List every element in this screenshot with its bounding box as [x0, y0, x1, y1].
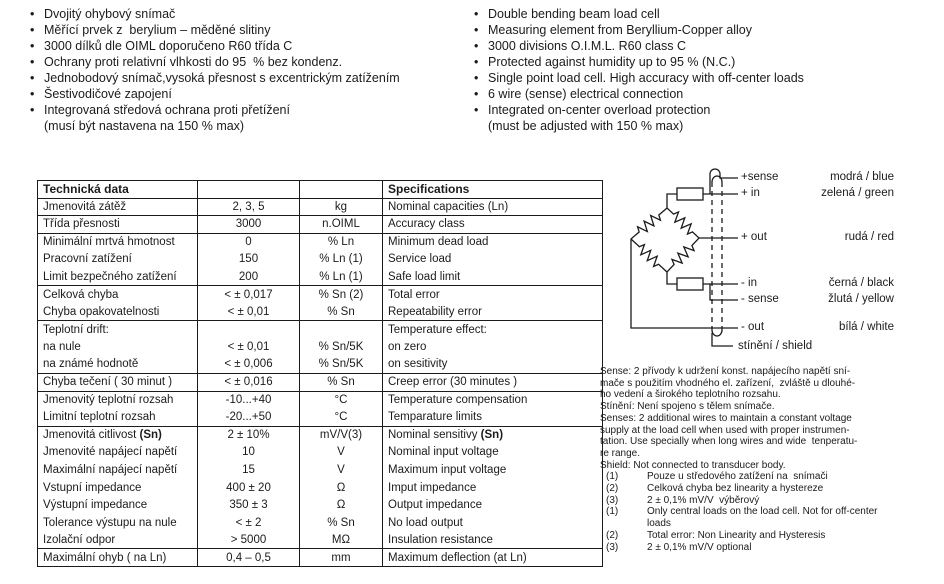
cell-value: < ± 0,01 [198, 303, 300, 321]
cable-sheath-bottom-arc [712, 330, 722, 336]
table-row [38, 251, 603, 269]
cell-unit: % Ln (1) [300, 251, 383, 269]
wire-color-label: zelená / green [821, 187, 894, 199]
cell-cz: Tolerance výstupu na nule [43, 516, 177, 529]
cell-unit: mm [300, 549, 383, 567]
table-row [38, 321, 603, 339]
cell-cz: Jmenovitý teplotní rozsah [43, 394, 174, 407]
strain-gauge-resistor [628, 204, 671, 243]
cell-unit: % Sn [300, 303, 383, 321]
list-item [474, 7, 804, 23]
cell-en: Insulation resistance [383, 531, 603, 549]
cell-value: -20...+50 [198, 409, 300, 427]
note-number: (2) [606, 483, 619, 495]
list-item [30, 55, 400, 71]
cell-en: Temparature limits [383, 409, 603, 427]
cell-cz: Maximální napájecí napětí [43, 464, 178, 477]
feature-continuation: (must be adjusted with 150 % max) [488, 119, 684, 133]
note-text: Celková chyba bez linearity a hystereze [647, 483, 824, 495]
cell-cz: Limit bezpečného zatížení [38, 268, 198, 286]
table-header-row [38, 181, 603, 199]
feature-text: Šestivodičové zapojení [44, 87, 172, 101]
numbered-note [600, 495, 900, 507]
cell-en: No load output [383, 514, 603, 532]
cell-unit: % Sn [300, 514, 383, 532]
wire-color-label: modrá / blue [830, 171, 894, 183]
bullet-icon: • [474, 103, 479, 117]
wiring-diagram [600, 160, 944, 366]
note-number: (1) [606, 506, 619, 518]
list-item [474, 23, 804, 39]
note-number: (3) [606, 541, 619, 553]
note-text: 2 ± 0,1% mV/V výběrový [647, 494, 760, 506]
cell-en: Minimum dead load [383, 233, 603, 251]
cell-unit: mV/V(3) [300, 426, 383, 444]
numbered-note [600, 530, 900, 542]
note-text: Pouze u středového zatížení na snímači [647, 471, 828, 483]
cell-value: 200 [198, 268, 300, 286]
cell-cz: Jmenovitá zátěž [38, 198, 198, 216]
cell-cz: na známé hodnotě [38, 356, 198, 374]
note-line: tation. Use specially when long wires and wide tenperatu- [600, 436, 858, 448]
feature-text: Single point load cell. High accuracy with off-center loads [488, 71, 804, 85]
numbered-note [600, 506, 900, 529]
numbered-note [600, 542, 900, 554]
note-number: (1) [606, 471, 619, 483]
cell-unit [300, 321, 383, 339]
list-item [30, 87, 400, 103]
cell-en: Maximum input voltage [383, 461, 603, 479]
list-item [30, 23, 400, 39]
cell-en: Creep error (30 minutes ) [383, 374, 603, 392]
feature-text: Double bending beam load cell [488, 7, 660, 21]
cell-cz: Teplotní drift: [43, 323, 109, 336]
cell-en: on zero [383, 338, 603, 356]
cable-sheath-top-arc [712, 176, 722, 182]
notes-block [600, 366, 900, 553]
signal-label: + out [741, 231, 767, 243]
cell-value: < ± 0,01 [198, 338, 300, 356]
table-row [38, 461, 603, 479]
bullet-icon: • [30, 87, 35, 101]
table-row [38, 479, 603, 497]
cell-en: Temperature compensation [383, 391, 603, 409]
compensation-resistor [677, 278, 703, 290]
bullet-icon: • [30, 39, 35, 53]
cell-unit: kg [300, 198, 383, 216]
list-item [30, 71, 400, 87]
wire-plus-sense [710, 169, 738, 194]
cell-value [198, 321, 300, 339]
cell-value: 0 [198, 233, 300, 251]
cell-en: Repeatability error [383, 303, 603, 321]
cell-cz: Pracovní zatížení [43, 253, 132, 266]
table-row [38, 303, 603, 321]
bullet-icon: • [30, 7, 35, 21]
cell-en: Accuracy class [383, 216, 603, 234]
cell-cz: Třída přesnosti [38, 216, 198, 234]
list-item [474, 55, 804, 71]
list-item [474, 103, 804, 119]
bullet-icon: • [474, 55, 479, 69]
table-row [38, 356, 603, 374]
strain-gauge-resistor [663, 234, 703, 276]
cell-value: < ± 0,016 [198, 374, 300, 392]
cell-value: 10 [198, 444, 300, 462]
cell-en: Output impedance [383, 496, 603, 514]
table-row [38, 514, 603, 532]
header-english: Specifications [383, 181, 603, 199]
table-row [38, 286, 603, 304]
table-row [38, 531, 603, 549]
cell-value: 150 [198, 251, 300, 269]
cell-value: 350 ± 3 [198, 496, 300, 514]
cell-value: 0,4 – 0,5 [198, 549, 300, 567]
compensation-resistor [677, 188, 703, 200]
cell-en: Total error [383, 286, 603, 304]
note-line: Sense: 2 přívody k udržení konst. napájecího napětí sní- [600, 366, 851, 377]
cell-unit: V [300, 461, 383, 479]
note-line: Senses: 2 additional wires to maintain a constant voltage [600, 412, 852, 424]
cell-cz: Maximální ohyb ( na Ln) [38, 549, 198, 567]
list-item [474, 71, 804, 87]
signal-label: + in [741, 187, 760, 199]
bullet-icon: • [474, 7, 479, 21]
list-item [30, 39, 400, 55]
header-czech: Technická data [38, 181, 198, 199]
note-number: (2) [606, 529, 619, 541]
numbered-note [600, 471, 900, 483]
cell-cz: Jmenovitá citlivost (Sn) [43, 429, 162, 442]
bullet-icon: • [474, 87, 479, 101]
cell-value: 3000 [198, 216, 300, 234]
feature-text: Jednobodový snímač,vysoká přesnost s excentrickým zatížením [44, 71, 400, 85]
bullet-icon: • [30, 23, 35, 37]
cell-en: Service load [383, 251, 603, 269]
cell-unit: n.OIML [300, 216, 383, 234]
table-row [38, 338, 603, 356]
cell-en: Nominal capacities (Ln) [383, 198, 603, 216]
cell-unit: % Ln (1) [300, 268, 383, 286]
table-row [38, 496, 603, 514]
header-value [198, 181, 300, 199]
note-line: supply at the load cell when used with proper instrumen- [600, 424, 850, 436]
list-item [30, 103, 400, 119]
table-row [38, 426, 603, 444]
feature-text: Dvojitý ohybový snímač [44, 7, 176, 21]
wire-color-label: černá / black [828, 277, 894, 289]
cell-en: Nominal input voltage [383, 444, 603, 462]
bullet-icon: • [30, 71, 35, 85]
bullet-icon: • [474, 23, 479, 37]
cell-cz: Limitní teplotní rozsah [38, 409, 198, 427]
note-text: Total error: Non Linearity and Hysteresis [647, 529, 826, 541]
note-number: (3) [606, 494, 619, 506]
feature-text: 3000 divisions O.I.M.L. R60 class C [488, 39, 686, 53]
note-line: Shield: Not connected to transducer body. [600, 459, 786, 471]
cell-unit: % Ln [300, 233, 383, 251]
table-row [38, 233, 603, 251]
cable-sheath-dashed [712, 182, 722, 330]
cell-en: Imput impedance [383, 479, 603, 497]
cell-en: on sesitivity [383, 356, 603, 374]
shield-label: stínění / shield [738, 340, 813, 352]
note-line: ho vedení a širokého teplotního rozsahu. [600, 389, 781, 401]
feature-text: Protected against humidity up to 95 % (N.C.) [488, 55, 736, 69]
wire-color-label: rudá / red [844, 231, 894, 243]
cell-value: < ± 0,017 [198, 286, 300, 304]
signal-label: - out [741, 321, 765, 333]
cell-unit: V [300, 444, 383, 462]
cell-cz: Celková chyba [43, 288, 119, 301]
table-row [38, 374, 603, 392]
cell-value: 15 [198, 461, 300, 479]
cell-cz: Vstupní impedance [43, 481, 142, 494]
cell-unit: Ω [300, 496, 383, 514]
cell-en: Temperature effect: [383, 321, 603, 339]
cell-value: -10...+40 [198, 391, 300, 409]
list-item [474, 39, 804, 55]
cell-unit: MΩ [300, 531, 383, 549]
strain-gauge-resistor [628, 236, 670, 276]
cell-value: 2 ± 10% [198, 426, 300, 444]
signal-label: - sense [741, 293, 779, 305]
cell-value: < ± 2 [198, 514, 300, 532]
cell-cz: Jmenovité napájecí napětí [43, 446, 178, 459]
technical-data-table [37, 180, 603, 567]
note-line: Stínění: Není spojeno s tělem snímače. [600, 401, 775, 413]
cell-unit: % Sn [300, 374, 383, 392]
feature-continuation: (musí být nastavena na 150 % max) [44, 119, 245, 133]
list-item [30, 7, 400, 23]
table-row [38, 409, 603, 427]
cell-cz: na nule [43, 341, 81, 354]
feature-text: Ochrany proti relativní vlhkosti do 95 % bez kondenz. [44, 55, 343, 69]
note-text: Only central loads on the load cell. Not for off-center loads [647, 506, 878, 530]
bullet-icon: • [30, 55, 35, 69]
cell-value: 2, 3, 5 [198, 198, 300, 216]
bullet-icon: • [30, 103, 35, 117]
table-row [38, 216, 603, 234]
cell-unit: °C [300, 391, 383, 409]
table-row [38, 268, 603, 286]
feature-text: Integrovaná středová ochrana proti přetížení [44, 103, 290, 117]
cell-unit: % Sn/5K [300, 356, 383, 374]
cell-cz: Izolační odpor [38, 531, 198, 549]
bullet-icon: • [474, 39, 479, 53]
wire-minus-sense [710, 284, 738, 300]
cell-value: 400 ± 20 [198, 479, 300, 497]
cell-en: Safe load limit [383, 268, 603, 286]
cell-cz: Chyba opakovatelnosti [38, 303, 198, 321]
feature-list-czech [30, 7, 400, 135]
signal-label: +sense [741, 171, 779, 183]
cell-unit: °C [300, 409, 383, 427]
table-row [38, 198, 603, 216]
feature-text: Měřící prvek z berylium – měděné slitiny [44, 23, 271, 37]
feature-text: 6 wire (sense) electrical connection [488, 87, 684, 101]
cell-cz: Výstupní impedance [43, 499, 148, 512]
cell-en: Maximum deflection (at Ln) [383, 549, 603, 567]
feature-text: 3000 dílků dle OIML doporučeno R60 třída C [44, 39, 293, 53]
numbered-note [600, 483, 900, 495]
list-item [474, 87, 804, 103]
cell-unit: Ω [300, 479, 383, 497]
cell-cz: Minimální mrtvá hmotnost [43, 236, 175, 249]
strain-gauge-resistor [664, 204, 703, 241]
bullet-icon: • [474, 71, 479, 85]
signal-label: - in [741, 277, 757, 289]
feature-list-english [474, 7, 804, 135]
table-row [38, 549, 603, 567]
note-text: 2 ± 0,1% mV/V optional [647, 541, 752, 553]
cell-value: > 5000 [198, 531, 300, 549]
note-line: mače s použitím vhodného el. zařízení, zvláště u dlouhé- [600, 377, 856, 389]
header-unit [300, 181, 383, 199]
cell-unit: % Sn/5K [300, 338, 383, 356]
cell-en: Nominal sensitivy (Sn) [383, 426, 603, 444]
wire-color-label: bílá / white [839, 321, 894, 333]
table-row [38, 444, 603, 462]
cell-value: < ± 0,006 [198, 356, 300, 374]
feature-text: Measuring element from Beryllium-Copper alloy [488, 23, 752, 37]
wire-color-label: žlutá / yellow [828, 293, 894, 305]
cell-cz: Chyba tečení ( 30 minut ) [38, 374, 198, 392]
table-row [38, 391, 603, 409]
note-line: re range. [600, 447, 641, 459]
feature-text: Integrated on-center overload protection [488, 103, 711, 117]
cell-unit: % Sn (2) [300, 286, 383, 304]
